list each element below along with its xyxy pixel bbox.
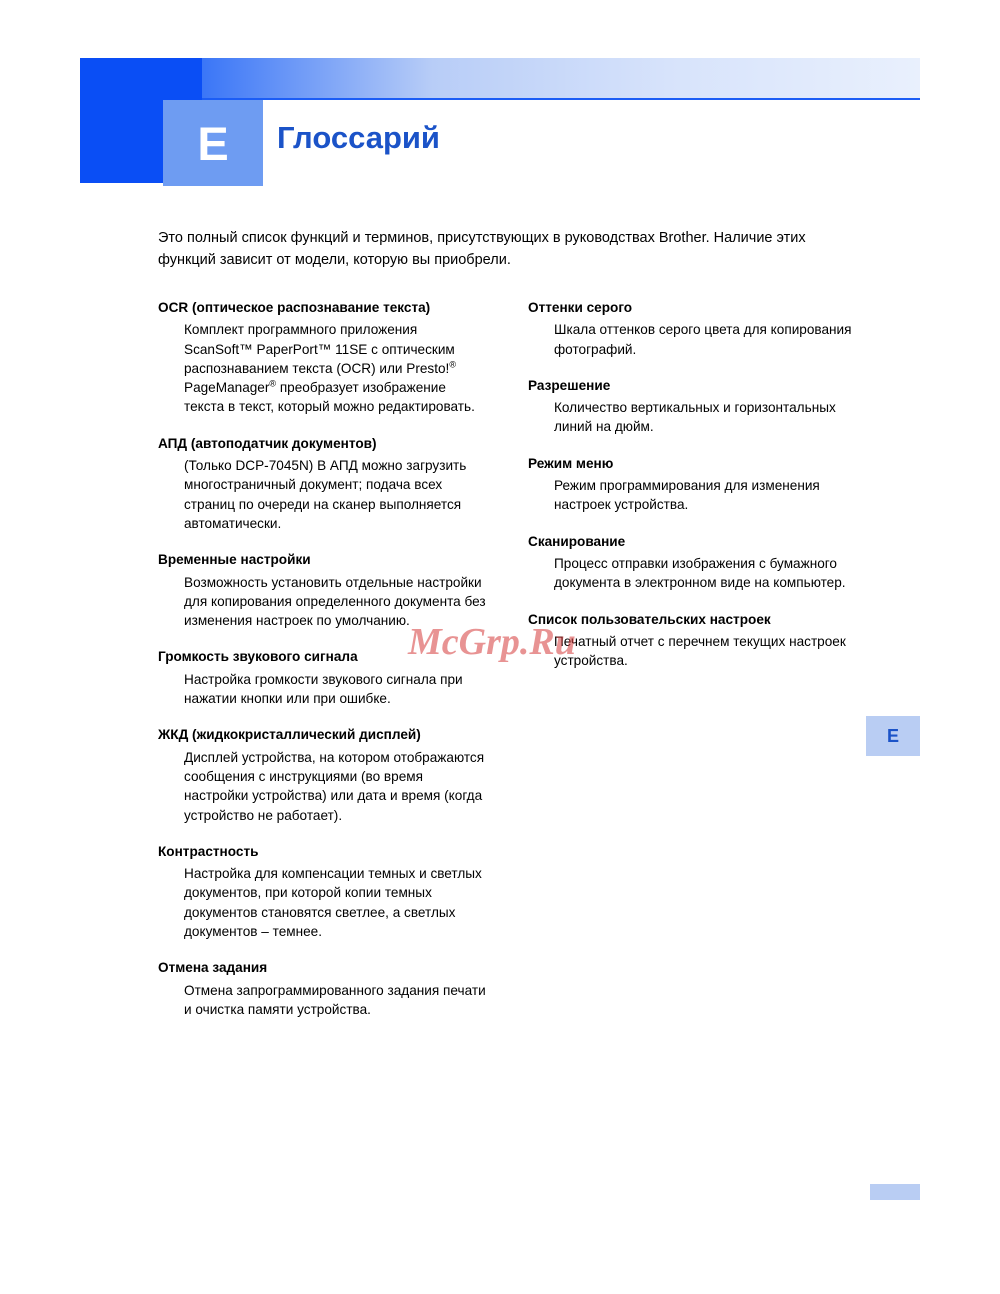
chapter-badge: E <box>163 100 263 186</box>
glossary-definition: Отмена запрограммированного задания печати и очистка памяти устройства. <box>184 982 486 1017</box>
glossary-definition: (Только DCP-7045N) В АПД можно загрузить многостраничный документ; подача всех страниц по очереди на сканер выполняется автоматически. <box>184 458 467 531</box>
glossary-term: Отмена задания <box>158 960 268 976</box>
glossary-left-column <box>158 298 488 1019</box>
intro-paragraph: Это полный список функций и терминов, присутствующих в руководствах Brother. Наличие этих функций зависит от модели, которую вы приобрели. <box>158 230 806 268</box>
watermark: McGrp.Ru <box>408 621 576 663</box>
glossary-definition: Настройка громкости звукового сигнала при нажатии кнопки или при ошибке. <box>184 671 463 707</box>
glossary-definition: Количество вертикальных и горизонтальных линий на дюйм. <box>554 400 836 435</box>
glossary-term: Сканирование <box>528 533 626 549</box>
glossary-term: Контрастность <box>158 843 259 859</box>
glossary-definition: Печатный отчет с перечнем текущих настроек устройства. <box>554 633 846 669</box>
glossary-term: Временные настройки <box>158 552 311 568</box>
glossary-definition: Настройка для компенсации темных и светлых документов, при которой копии темных документов становятся светлее, а светлых документов – темнее. <box>184 866 482 940</box>
glossary-definition: Дисплей устройства, на котором отображаются сообщения с инструкциями (во время настройки устройства) или дата и время (когда устройство не работает). <box>184 749 485 823</box>
glossary-term: ЖКД (жидкокристаллический дисплей) <box>158 727 421 743</box>
glossary-term: Оттенки серого <box>528 300 633 315</box>
glossary-term: OCR (оптическое распознавание текста) <box>158 300 431 315</box>
glossary-term: Громкость звукового сигнала <box>158 649 358 665</box>
footer-bar <box>870 1184 920 1200</box>
glossary-definition: Шкала оттенков серого цвета для копирования фотографий. <box>554 322 852 357</box>
glossary-term: Режим меню <box>528 455 614 471</box>
glossary-term: АПД (автоподатчик документов) <box>158 435 377 451</box>
header-gradient-band <box>80 58 920 98</box>
glossary-term: Разрешение <box>528 377 611 393</box>
glossary-definition: Режим программирования для изменения настроек устройства. <box>554 478 820 513</box>
glossary-definition: Процесс отправки изображения с бумажного документа в электронном виде на компьютер. <box>554 555 846 591</box>
glossary-term: Список пользовательских настроек <box>528 611 771 627</box>
glossary-definition: Комплект программного приложения ScanSoft™ PaperPort™ 11SE с оптическим распознаванием текста (OCR) или Presto!® PageManager® преобразует изображение текста в текст, который можно редактировать. <box>184 322 475 415</box>
glossary-right-column <box>528 298 858 670</box>
glossary-definition: Возможность установить отдельные настройки для копирования определенного документа без изменения настроек по умолчанию. <box>184 574 486 629</box>
chapter-side-tab: E <box>866 716 920 756</box>
page-title: Глоссарий <box>277 120 440 155</box>
